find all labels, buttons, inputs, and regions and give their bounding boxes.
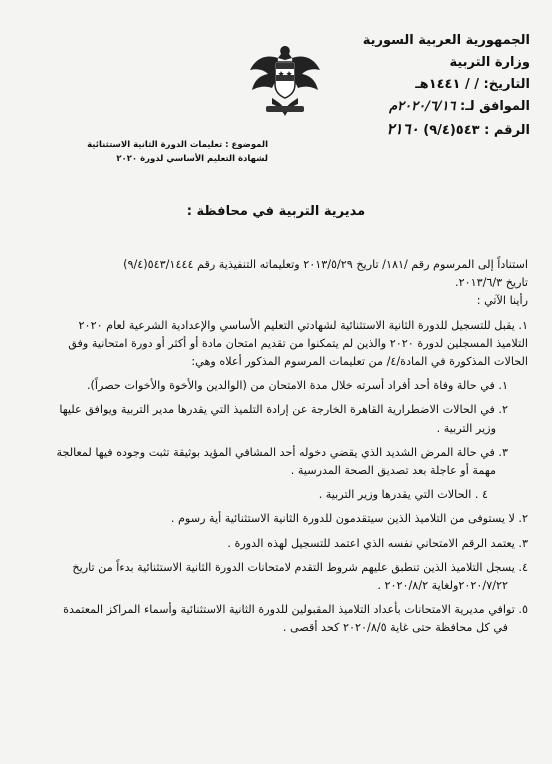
sub-item-4: ٤ . الحالات التي يقدرها وزير التربية . [318, 488, 488, 502]
eagle-emblem-icon [248, 40, 322, 118]
letter-body [22, 256, 528, 638]
letterhead [330, 30, 530, 142]
corresponding-date-line [330, 96, 530, 118]
addressee: مديرية التربية في محافظة : [186, 204, 366, 219]
reference-number-line [330, 118, 530, 142]
corr-date-value: ٢٠٢٠/٦/١٦م [389, 99, 456, 114]
date-value: / / ١٤٤١هـ [415, 77, 479, 92]
item-5-line-2: في كل محافظة حتى غاية ٢٠٢٠/٨/٥ كحد أقصى . [282, 621, 508, 635]
date-line [330, 74, 530, 96]
item-1-line-2: التلاميذ المسجلين لدورة ٢٠٢٠ والذين لم يتمكنوا من تقديم امتحان مادة أو أكثر أو دورة امتحانية وفق [68, 336, 528, 350]
sub-item-2-line-1: ٢. في الحالات الاضطرارية القاهرة الخارجة عن إرادة التلميذ التي يقدرها مدير التربية ويوافق عليها [59, 403, 508, 417]
handwritten-number: ٢١٦٠ [386, 120, 419, 138]
sub-item-3-line-2: مهمة أو عاجلة بعد تصديق الصحة المدرسية . [290, 464, 496, 478]
item-4-line-1: ٤. يسجل التلاميذ الذين تنطبق عليهم شروط التقدم لامتحانات الدورة الثانية الاستثنائية بدءاً من تاريخ [72, 560, 528, 574]
decision-line: رأينا الآتي : [476, 294, 528, 308]
item-3: ٣. يعتمد الرقم الامتحاني نفسه الذي اعتمد للتسجيل لهذه الدورة . [227, 536, 528, 550]
subject-line-1: الموضوع : تعليمات الدورة الثانية الاستثنائية [87, 140, 268, 150]
ref-number-label: الرقم : [484, 123, 530, 138]
intro-line-2: تاريخ ٢٠١٣/٦/٣. [455, 276, 528, 290]
item-1-line-1: ١. يقبل للتسجيل للدورة الثانية الاستثنائية لشهادتي التعليم الأساسي والإعدادية الشرعية لعام ٢٠٢٠ [78, 318, 528, 332]
item-2: ٢. لا يستوفى من التلاميذ الذين سيتقدمون للدورة الثانية الاستثنائية أية رسوم . [170, 512, 528, 526]
intro-line-1: استناداً إلى المرسوم رقم /١٨١/ تاريخ ٢٠١٣/٥/٢٩ وتعليماته التنفيذية رقم ٥٤٣/١٤٤٤(٩/٤) [123, 258, 528, 271]
item-4-line-2: ٢٠٢٠/٧/٢٢ولغاية ٢٠٢٠/٨/٢ . [377, 579, 508, 593]
ministry-name: وزارة التربية [449, 55, 530, 70]
subject-line-2: لشهادة التعليم الأساسي لدورة ٢٠٢٠ [116, 154, 268, 164]
item-1-line-3: الحالات المذكورة في المادة/٤/ من تعليمات المرسوم المذكور أعلاه وهي: [191, 355, 528, 369]
country-name: الجمهورية العربية السورية [362, 33, 530, 48]
ref-number-value: ٥٤٣(٩/٤) [423, 123, 480, 138]
date-label: التاريخ: [483, 77, 530, 92]
subject-block [58, 138, 268, 166]
sub-item-3-line-1: ٣. في حالة المرض الشديد الذي يقضي دخوله أحد المشافي المؤيد بوثيقة تثبت وجوده فيها لمعالجة [56, 445, 508, 459]
sub-item-2-line-2: وزير التربية . [436, 421, 496, 435]
item-5-line-1: ٥. توافي مديرية الامتحانات بأعداد التلاميذ المقبولين للدورة الثانية الاستثنائية وأسماء المراكز المعتمدة [63, 603, 528, 617]
corr-date-label: الموافق لـ: [460, 99, 530, 114]
sub-item-1: ١. في حالة وفاة أحد أفراد أسرته خلال مدة الامتحان من (الوالدين والأخوة والأخوات حصراً). [87, 379, 508, 393]
